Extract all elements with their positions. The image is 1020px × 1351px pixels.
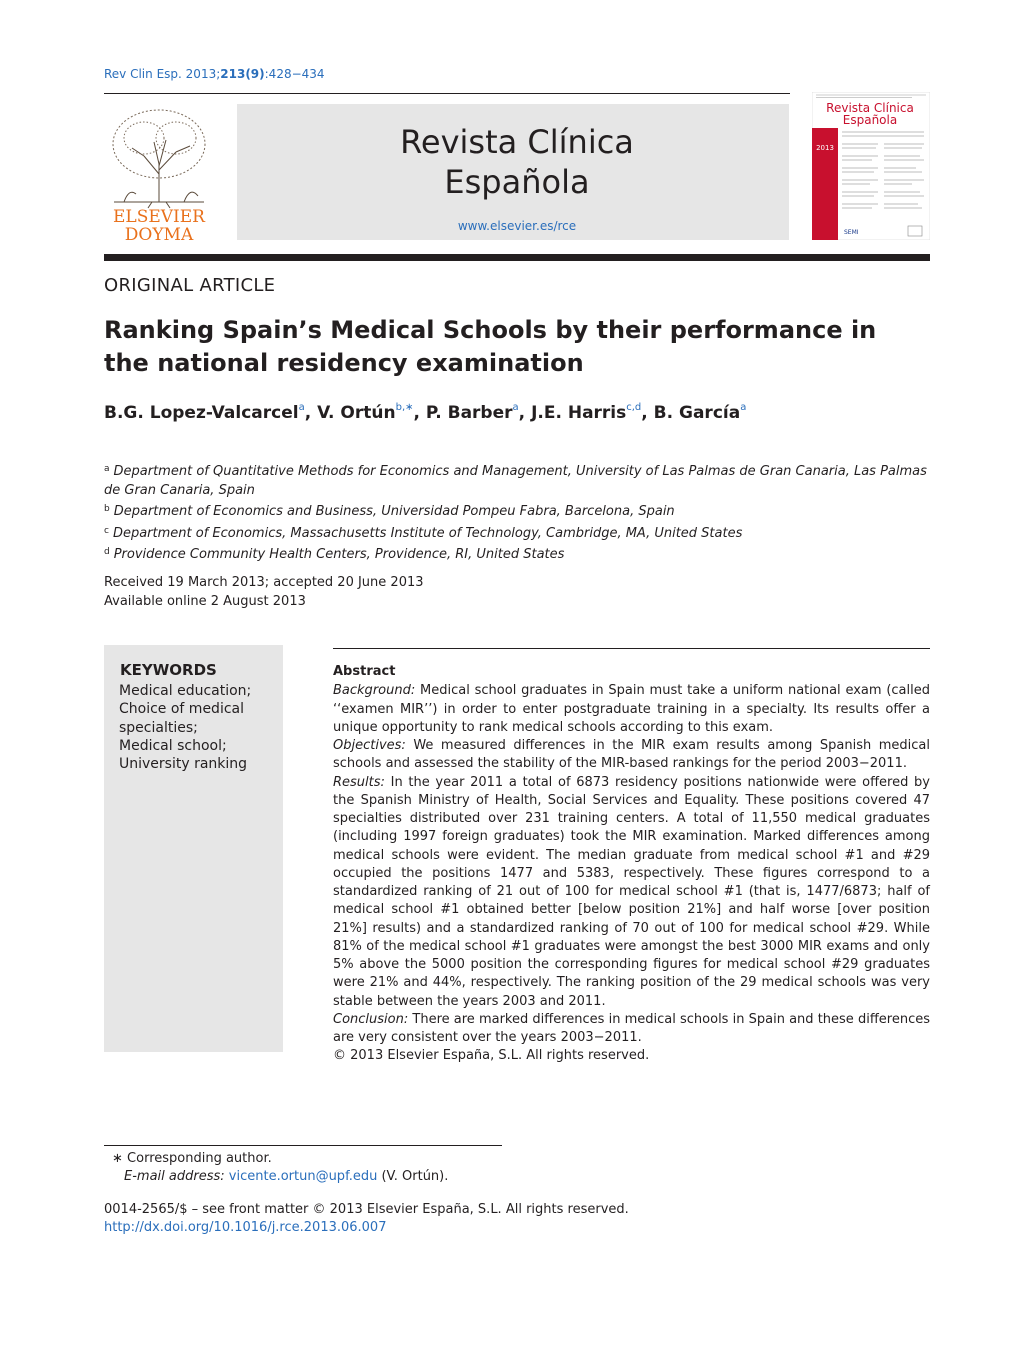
- affiliation-label: a: [104, 464, 110, 474]
- author-name[interactable]: B. García: [653, 403, 741, 423]
- abstract-copyright: © 2013 Elsevier España, S.L. All rights reserved.: [333, 1048, 650, 1064]
- cover-title-line2: Española: [842, 113, 898, 127]
- author-list: B.G. Lopez-Valcarcel$^a$, V. Ortún$^{b,∗}$, P. Barber$^a$, J.E. Harris$^{c,d}$, B. García$^a$: [104, 402, 747, 423]
- logo-text-elsevier: ELSEVIER: [113, 207, 205, 227]
- keywords-box: [104, 645, 283, 1052]
- email-note: [104, 1168, 448, 1186]
- header-rule: [104, 93, 790, 94]
- journal-title: Revista Clínica Española: [400, 123, 634, 201]
- keywords-heading: KEYWORDS: [120, 661, 217, 679]
- abstract-section-text: There are marked differences in medical schools in Spain and these differences are very consistent over the years 2003−2011.: [333, 1011, 930, 1045]
- keywords-list: [119, 682, 279, 773]
- affiliation-item: [104, 500, 930, 522]
- affiliation-label: b: [104, 504, 110, 514]
- author-name[interactable]: J.E. Harris: [531, 403, 627, 423]
- article-type: ORIGINAL ARTICLE: [104, 275, 276, 296]
- keyword-item: Choice of medical specialties;: [119, 701, 245, 736]
- affiliation-item: [104, 460, 930, 500]
- keyword-item: University ranking: [119, 756, 248, 773]
- abstract-conclusion: [333, 1011, 930, 1048]
- keyword-item: Medical education;: [119, 683, 252, 699]
- received-date: Received 19 March 2013; accepted 20 June 2013: [104, 575, 424, 590]
- author-affiliation-link[interactable]: b,∗: [395, 402, 414, 413]
- author-affiliation-link[interactable]: a: [740, 402, 747, 413]
- citation-pages: :428−434: [264, 67, 325, 81]
- keyword-item: Medical school;: [119, 737, 227, 754]
- author-affiliation-link[interactable]: a: [512, 402, 519, 413]
- abstract-rule: [333, 648, 930, 649]
- article-dates: [104, 574, 424, 611]
- footnotes: [104, 1150, 448, 1187]
- email-link[interactable]: vicente.ortun@upf.edu: [228, 1169, 378, 1185]
- affiliation-item: [104, 522, 930, 544]
- issn-block: [104, 1201, 629, 1238]
- abstract-section-label: Objectives:: [333, 738, 406, 753]
- abstract-results: [333, 774, 930, 1011]
- cover-year: 2013: [816, 144, 834, 152]
- abstract-section-text: We measured differences in the MIR exam results among Spanish medical schools and assessed the stability of the MIR-based rankings for the period 2003−2011.: [333, 738, 931, 772]
- author-name[interactable]: P. Barber: [425, 403, 513, 423]
- abstract-objectives: [333, 737, 930, 774]
- abstract: [333, 663, 930, 1066]
- journal-header-box: [237, 104, 789, 240]
- affiliation-label: d: [104, 547, 110, 557]
- corresponding-text: Corresponding author.: [127, 1151, 272, 1166]
- abstract-section-label: Results:: [333, 774, 385, 790]
- affiliation-text: Department of Economics and Business, Universidad Pompeu Fabra, Barcelona, Spain: [113, 504, 675, 519]
- affiliation-label: c: [104, 525, 109, 536]
- doi-link[interactable]: http://dx.doi.org/10.1016/j.rce.2013.06.007: [104, 1220, 387, 1236]
- email-label: E-mail address:: [124, 1169, 225, 1185]
- citation-year: 2013;: [185, 67, 221, 81]
- citation-journal: Rev Clin Esp.: [104, 67, 182, 81]
- abstract-background: [333, 682, 930, 737]
- corresponding-marker: ∗: [112, 1151, 123, 1166]
- logo-text-doyma: DOYMA: [124, 225, 194, 242]
- corresponding-author-note: [104, 1150, 448, 1168]
- author-affiliation-link[interactable]: a: [298, 402, 305, 413]
- abstract-section-label: Background:: [333, 683, 416, 699]
- issn-line: 0014-2565/$ – see front matter © 2013 Elsevier España, S.L. All rights reserved.: [104, 1202, 629, 1217]
- affiliation-item: [104, 543, 930, 565]
- author-name[interactable]: B.G. Lopez-Valcarcel: [104, 403, 299, 423]
- author-name[interactable]: V. Ortún: [317, 403, 396, 423]
- journal-citation[interactable]: [104, 67, 325, 81]
- affiliation-text: Department of Economics, Massachusetts Institute of Technology, Cambridge, MA, United States: [112, 525, 743, 541]
- affiliation-text: Department of Quantitative Methods for Economics and Management, University of Las Palmas de Gran Canaria, Las Palmas de Gran Canaria, Spain: [104, 464, 927, 498]
- journal-url-link[interactable]: www.elsevier.es/rce: [457, 219, 577, 233]
- journal-cover-thumbnail: [812, 92, 930, 240]
- footnote-rule: [104, 1145, 502, 1146]
- abstract-section-text: In the year 2011 a total of 6873 residency positions nationwide were offered by the Spanish Ministry of Health, Social Services and Equality. These positions covered 47 specialties distributed over 231 training centers. A total of 11,550 medical graduates (including 1997 foreign graduates) took the MIR examination. Marked differences among medical schools were evident. The median graduate from medical school #1 and #29 occupied the positions 1477 and 5383, respectively. These figures correspond to a standardized ranking of 21 out of 100 for medical school #1 (that is, 1477/6873; half of medical school #1 obtained better [below position 21%] and half worse [over position 21%] results) and a standardized ranking of 70 out of 100 for medical school #29. While 81% of the medical school #1 graduates were amongst the best 3000 MIR exams and only 5% above the 5000 position the corresponding figures for medical school #29 graduates were 21% and 44%, respectively. The ranking position of the 29 medical schools was very stable between the years 2003 and 2011.: [333, 774, 930, 1009]
- elsevier-tree-icon: [104, 104, 214, 242]
- citation-volume: 213(9): [220, 67, 265, 81]
- author-affiliation-link[interactable]: c,d: [626, 402, 642, 413]
- abstract-section-label: Conclusion:: [333, 1011, 409, 1027]
- affiliation-text: Providence Community Health Centers, Providence, RI, United States: [113, 547, 565, 562]
- available-date: Available online 2 August 2013: [104, 593, 306, 609]
- header-divider: [104, 254, 930, 261]
- article-title: Ranking Spain’s Medical Schools by their performance in the national residency examination: [104, 316, 877, 377]
- elsevier-doyma-logo: [104, 104, 214, 242]
- abstract-section-text: Medical school graduates in Spain must take a uniform national exam (called ‘‘examen MIR’’) in order to enter postgraduate training in a specialty. Its results offer a unique opportunity to rank medical schools according to this exam.: [333, 683, 930, 735]
- cover-society: SEMI: [844, 229, 859, 236]
- affiliation-list: [104, 460, 930, 565]
- abstract-heading: Abstract: [333, 664, 396, 679]
- email-owner: (V. Ortún).: [381, 1169, 449, 1185]
- cover-title-line1: Revista Clínica: [826, 101, 914, 115]
